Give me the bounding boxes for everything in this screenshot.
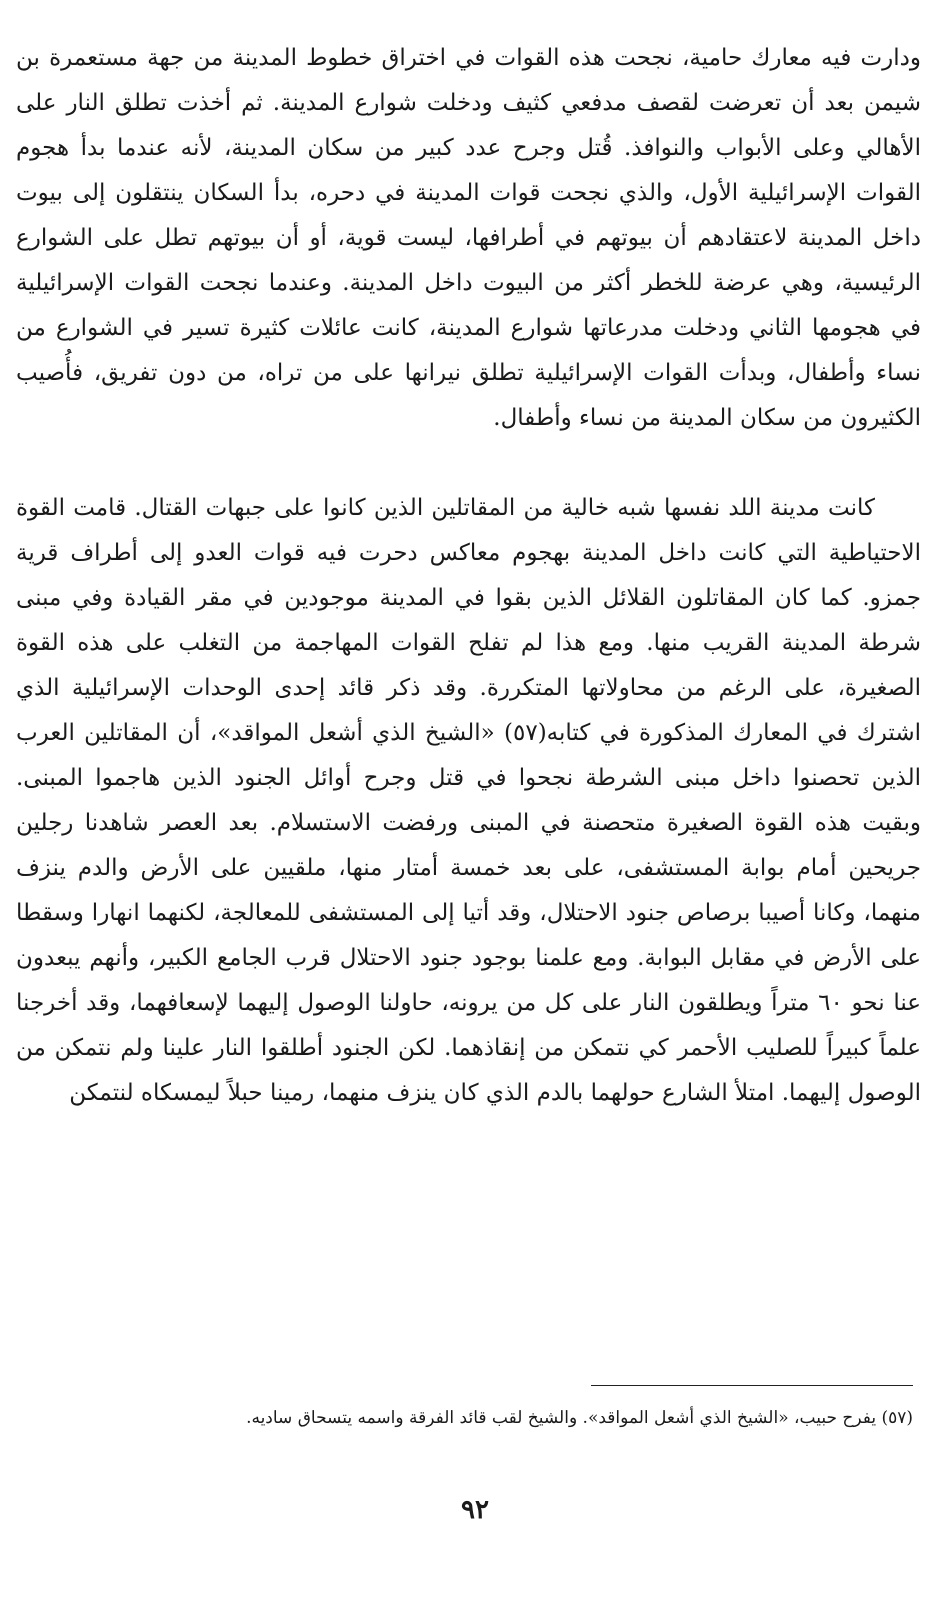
footnote-divider [591,1385,913,1386]
paragraph-1: ودارت فيه معارك حامية، نجحت هذه القوات في اختراق خطوط المدينة من جهة مستعمرة بن شيمن بعد أن تعرضت لقصف مدفعي كثيف ودخلت شوارع المدينة. ثم أخذت تطلق النار على الأهالي وعلى الأبواب والنوافذ. قُتل وجرح عدد كبير من سكان المدينة، لأنه عندما بدأ هجوم القوات الإسرائيلية الأول، والذي نجحت قوات المدينة في دحره، بدأ السكان ينتقلون إلى بيوت داخل المدينة لاعتقادهم أن بيوتهم في أطرافها، ليست قوية، أو أن بيوتهم تطل على الشوارع الرئيسية، وهي عرضة للخطر أكثر من البيوت داخل المدينة. وعندما نجحت القوات الإسرائيلية في هجومها الثاني ودخلت مدرعاتها شوارع المدينة، كانت عائلات كثيرة تسير في الشوارع من نساء وأطفال، وبدأت القوات الإسرائيلية تطلق نيرانها على من تراه، من دون تفريق، فأُصيب الكثيرون من سكان المدينة من نساء وأطفال. [16,45,921,431]
page-number: ٩٢ [461,1495,489,1525]
footnote: (٥٧) يفرح حبيب، «الشيخ الذي أشعل المواقد». والشيخ لقب قائد الفرقة واسمه يتسحاق ساديه. [246,1408,913,1428]
page-body [16,36,921,1116]
paragraph-2: كانت مدينة اللد نفسها شبه خالية من المقاتلين الذين كانوا على جبهات القتال. قامت القوة الاحتياطية التي كانت داخل المدينة بهجوم معاكس دحرت فيه قوات العدو إلى أطراف قرية جمزو. كما كان المقاتلون القلائل الذين بقوا في المدينة موجودين في مقر القيادة وفي مبنى شرطة المدينة القريب منها. ومع هذا لم تفلح القوات المهاجمة من التغلب على هذه القوة الصغيرة، على الرغم من محاولاتها المتكررة. وقد ذكر قائد إحدى الوحدات الإسرائيلية الذي اشترك في المعارك المذكورة في كتابه(٥٧) «الشيخ الذي أشعل المواقد»، أن المقاتلين العرب الذين تحصنوا داخل مبنى الشرطة نجحوا في قتل وجرح أوائل الجنود الذين هاجموا المبنى. وبقيت هذه القوة الصغيرة متحصنة في المبنى ورفضت الاستسلام. بعد العصر شاهدنا رجلين جريحين أمام بوابة المستشفى، على بعد خمسة أمتار منها، ملقيين على الأرض والدم ينزف منهما، وكانا أصيبا برصاص جنود الاحتلال، وقد أتيا إلى المستشفى للمعالجة، لكنهما انهارا وسقطا على الأرض في مقابل البوابة. ومع علمنا بوجود جنود الاحتلال قرب الجامع الكبير، وأنهم يبعدون عنا نحو ٦٠ متراً ويطلقون النار على كل من يرونه، حاولنا الوصول إليهما لإسعافهما، وقد أخرجنا علماً كبيراً للصليب الأحمر كي نتمكن من إنقاذهما. لكن الجنود أطلقوا النار علينا ولم نتمكن من الوصول إليهما. امتلأ الشارع حولهما بالدم الذي كان ينزف منهما، رمينا حبلاً ليمسكاه لنتمكن [16,495,921,1106]
